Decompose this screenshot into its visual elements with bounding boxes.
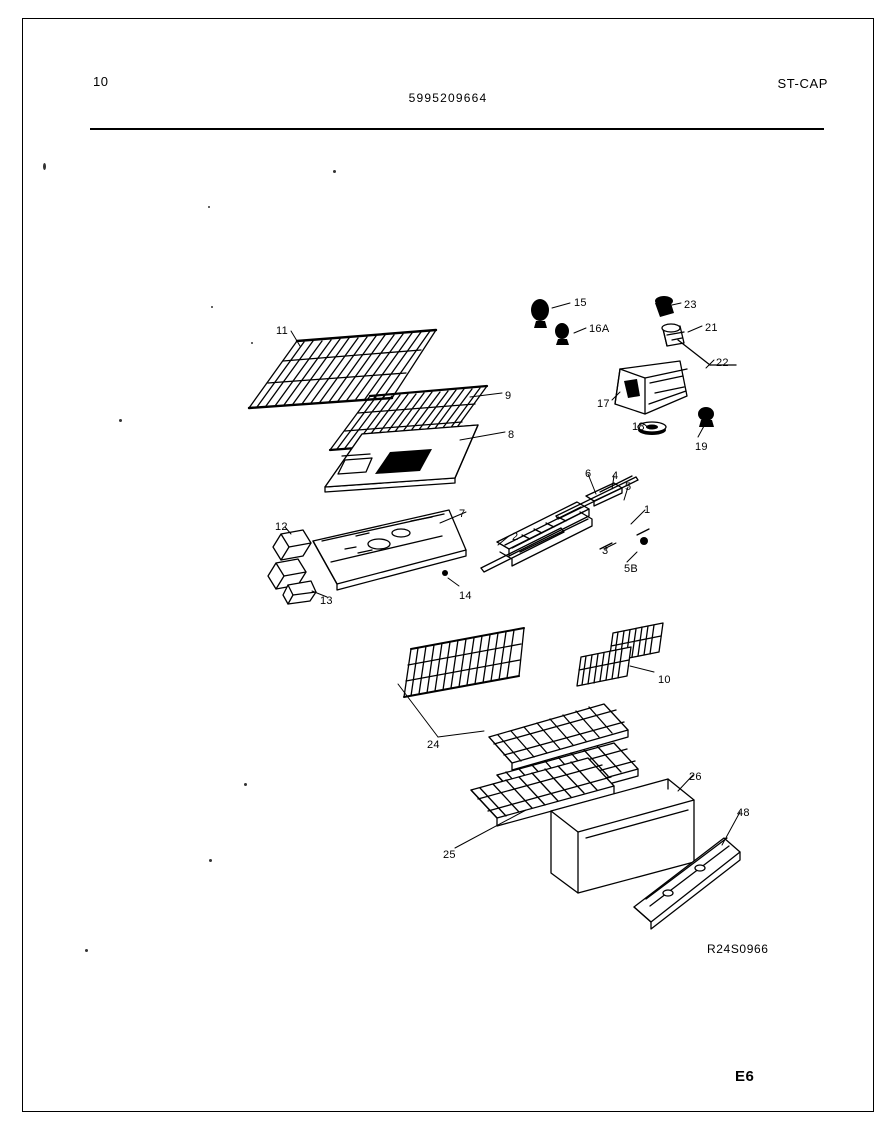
callout-15: 15 xyxy=(574,297,587,309)
callout-21: 21 xyxy=(705,322,718,334)
part-24-crisper-cover xyxy=(404,628,524,697)
callout-12: 12 xyxy=(275,521,288,533)
callout-6: 6 xyxy=(585,468,592,480)
callout-5: 5 xyxy=(625,481,632,493)
callout-14: 14 xyxy=(459,590,472,602)
catalog-code: ST-CAP xyxy=(777,76,828,91)
sheet-label: E6 xyxy=(735,1068,755,1085)
callout-23: 23 xyxy=(684,299,697,311)
callout-8: 8 xyxy=(508,429,515,441)
page-number: 10 xyxy=(93,74,109,89)
callout-7: 7 xyxy=(459,508,466,520)
callout-3: 3 xyxy=(602,545,609,557)
callout-16a: 16A xyxy=(589,323,610,335)
drawing-number: R24S0966 xyxy=(707,942,769,956)
callout-1: 1 xyxy=(644,504,651,516)
part-rails-group xyxy=(481,476,649,572)
callout-10: 10 xyxy=(658,674,671,686)
callout-17: 17 xyxy=(597,398,610,410)
part-10-grilles xyxy=(577,623,663,686)
part-15-16a-bulbs xyxy=(531,299,569,345)
part-11-wire-shelf xyxy=(249,330,436,408)
callout-5b: 5B xyxy=(624,563,639,575)
callout-13: 13 xyxy=(320,595,333,607)
callout-9: 9 xyxy=(505,390,512,402)
callout-4: 4 xyxy=(612,470,619,482)
callout-19: 19 xyxy=(695,441,708,453)
callout-26: 26 xyxy=(689,771,702,783)
part-12-13-brackets xyxy=(268,530,316,604)
part-17-ice-bucket xyxy=(615,361,687,414)
callout-24: 24 xyxy=(427,739,440,751)
callout-2: 2 xyxy=(512,531,519,543)
callout-48: 48 xyxy=(737,807,750,819)
callout-18: 18 xyxy=(632,421,645,433)
model-number: 5995209664 xyxy=(408,91,488,105)
callout-25: 25 xyxy=(443,849,456,861)
callout-11: 11 xyxy=(276,325,289,337)
callout-22: 22 xyxy=(716,357,729,369)
